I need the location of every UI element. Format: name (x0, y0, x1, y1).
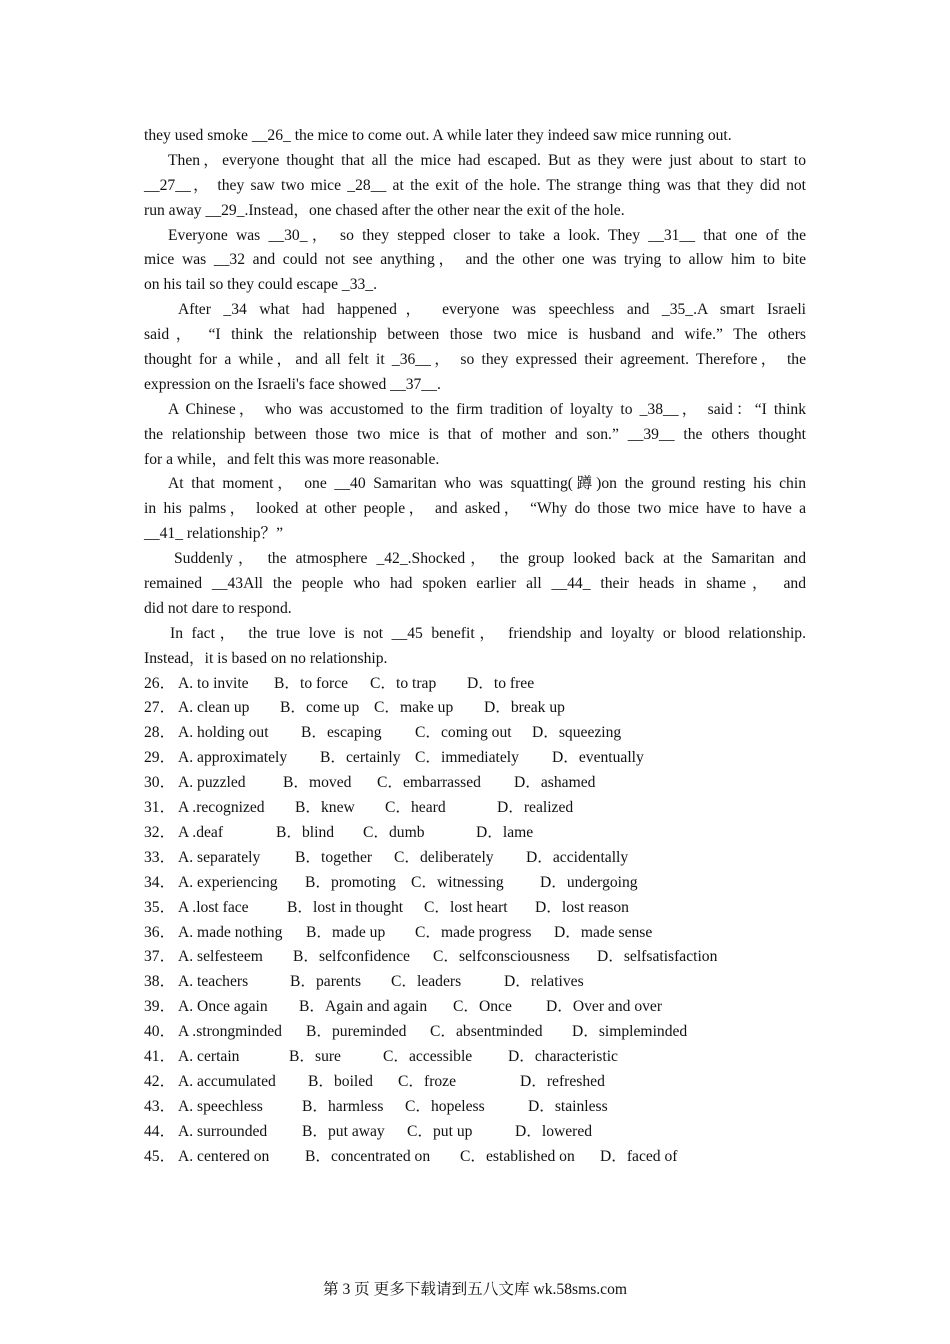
option-b: B．boiled (308, 1072, 373, 1090)
option-a: A. speechless (178, 1097, 263, 1115)
option-c: C．absentminded (430, 1023, 543, 1041)
option-a: A. holding out (178, 724, 269, 742)
option-c: C．coming out (415, 724, 512, 742)
option-a: A. centered on (178, 1147, 270, 1165)
question-number: 34． (144, 873, 176, 891)
option-d: D．undergoing (540, 873, 638, 891)
option-row (144, 721, 806, 746)
option-d: D．lowered (515, 1122, 593, 1140)
question-number: 43． (144, 1097, 176, 1115)
option-a: A. teachers (178, 973, 249, 991)
option-row (144, 896, 806, 921)
option-row (144, 871, 806, 896)
passage-line: Instead，it is based on no relationship. (144, 649, 388, 667)
passage-line: run away __29_.Instead，one chased after the other near the exit of the hole. (144, 201, 625, 219)
question-number: 36． (144, 923, 176, 941)
passage-line: A Chinese， who was accustomed to the firm tradition of loyalty to _38__， said：“I think (168, 400, 806, 418)
passage-line: they used smoke __26_ the mice to come out. A while later they indeed saw mice running out. (144, 127, 732, 144)
option-d: D．stainless (528, 1097, 608, 1115)
option-row (144, 696, 806, 721)
document-page (144, 124, 806, 1169)
page-footer: 第 3 页 更多下载请到五八文库 wk.58sms.com (322, 1281, 628, 1298)
option-c: C．accessible (383, 1047, 473, 1065)
option-a: A .lost face (178, 898, 249, 916)
passage-line: on his tail so they could escape _33_. (144, 276, 377, 294)
question-number: 40． (144, 1023, 176, 1041)
option-row (144, 746, 806, 771)
option-c: C．hopeless (405, 1097, 485, 1115)
passage-line: remained __43All the people who had spoken earlier all __44_ their heads in shame， and (144, 575, 806, 593)
question-number: 44． (144, 1122, 176, 1140)
option-a: A. to invite (178, 674, 249, 692)
option-a: A. surrounded (178, 1122, 268, 1140)
passage-line: thought for a while，and all felt it _36__， so they expressed their agreement. Therefore， the (144, 351, 806, 369)
passage-line: __27__， they saw two mice _28__ at the exit of the hole. The strange thing was that they did not (144, 176, 806, 194)
option-b: B．harmless (302, 1097, 384, 1115)
option-d: D．lame (476, 823, 534, 841)
option-c: C．put up (407, 1122, 473, 1140)
option-c: C．established on (460, 1147, 575, 1165)
question-number: 33． (144, 848, 176, 866)
option-c: C．make up (374, 699, 454, 717)
option-b: B．selfconfidence (293, 948, 410, 966)
option-b: B．Again and again (299, 998, 428, 1016)
option-d: D．simpleminded (572, 1023, 688, 1041)
option-d: D．to free (467, 674, 535, 692)
passage-line: __41_ relationship？” (144, 525, 284, 543)
option-d: D．lost reason (535, 898, 629, 916)
option-c: C．made progress (415, 923, 532, 941)
option-a: A. selfesteem (178, 948, 263, 966)
passage-line: in his palms， looked at other people， and asked， “Why do those two mice have to have a (144, 500, 806, 518)
question-number: 27． (144, 699, 176, 717)
option-c: C．deliberately (394, 848, 494, 866)
option-row (144, 995, 806, 1020)
option-d: D．relatives (504, 973, 584, 991)
option-c: C．lost heart (424, 898, 508, 916)
question-number: 41． (144, 1047, 176, 1065)
option-c: C．froze (398, 1072, 457, 1090)
option-c: C．immediately (415, 749, 519, 767)
option-c: C．selfconsciousness (433, 948, 570, 966)
passage-line: the relationship between those two mice is that of mother and son.” __39__ the others thought (144, 425, 806, 443)
option-a: A. made nothing (178, 923, 283, 941)
question-number: 38． (144, 973, 176, 991)
option-c: C．Once (453, 998, 512, 1016)
option-row (144, 846, 806, 871)
question-number: 31． (144, 799, 176, 817)
passage-line: Suddenly， the atmosphere _42_.Shocked， the group looked back at the Samaritan and (174, 550, 806, 568)
option-d: D．realized (497, 799, 574, 817)
question-number: 29． (144, 749, 176, 767)
passage-line: mice was __32 and could not see anything， and the other one was trying to allow him to bite (144, 251, 806, 269)
option-row (144, 672, 806, 697)
option-c: C．embarrassed (377, 774, 481, 792)
option-b: B．together (295, 848, 373, 866)
passage-line: for a while，and felt this was more reasonable. (144, 450, 440, 468)
option-row (144, 771, 806, 796)
passage-line: said， “I think the relationship between those two mice is husband and wife.” The others (144, 326, 806, 344)
option-row (144, 1020, 806, 1045)
option-a: A. separately (178, 848, 261, 866)
option-a: A .recognized (178, 799, 265, 817)
option-row (144, 1045, 806, 1070)
option-a: A .strongminded (178, 1023, 282, 1041)
option-d: D．made sense (554, 923, 653, 941)
passage-line: Then，everyone thought that all the mice had escaped. But as they were just about to start to (168, 151, 806, 169)
option-b: B．put away (302, 1122, 385, 1140)
passage-line: did not dare to respond. (144, 599, 292, 617)
option-b: B．knew (295, 799, 355, 817)
option-row (144, 945, 806, 970)
question-number: 35． (144, 898, 176, 916)
question-number: 30． (144, 774, 176, 792)
option-a: A. accumulated (178, 1072, 276, 1090)
option-b: B．parents (290, 973, 362, 991)
option-row (144, 1070, 806, 1095)
option-d: D．squeezing (532, 724, 622, 742)
option-d: D．faced of (600, 1147, 678, 1165)
option-c: C．leaders (391, 973, 462, 991)
option-row (144, 1145, 806, 1170)
option-b: B．blind (276, 823, 335, 841)
question-number: 28． (144, 724, 176, 742)
option-row (144, 796, 806, 821)
option-b: B．made up (306, 923, 386, 941)
passage-line: Everyone was __30_， so they stepped closer to take a look. They __31__ that one of the (168, 226, 806, 244)
question-number: 45． (144, 1147, 176, 1165)
question-number: 42． (144, 1072, 176, 1090)
option-d: D．eventually (552, 749, 644, 767)
option-row (144, 821, 806, 846)
option-a: A. experiencing (178, 873, 278, 891)
option-d: D．refreshed (520, 1072, 605, 1090)
option-a: A. certain (178, 1047, 240, 1065)
passage-line: At that moment， one __40 Samaritan who was squatting(蹲)on the ground resting his chin (168, 475, 806, 493)
option-d: D．ashamed (514, 774, 596, 792)
option-b: B．to force (274, 674, 349, 692)
option-c: C．heard (385, 799, 446, 817)
option-b: B．lost in thought (287, 898, 404, 916)
option-a: A. puzzled (178, 774, 246, 792)
option-b: B．escaping (301, 724, 382, 742)
option-b: B．promoting (305, 873, 396, 891)
question-number: 37． (144, 948, 176, 966)
option-b: B．pureminded (306, 1023, 407, 1041)
passage (144, 124, 806, 672)
option-c: C．witnessing (411, 873, 504, 891)
option-d: D．break up (484, 699, 565, 717)
question-number: 32． (144, 823, 176, 841)
option-c: C．dumb (363, 823, 425, 841)
option-row (144, 1120, 806, 1145)
question-number: 26． (144, 674, 176, 692)
question-number: 39． (144, 998, 176, 1016)
option-d: D．accidentally (526, 848, 629, 866)
passage-line: In fact， the true love is not __45 benefit， friendship and loyalty or blood relationship. (170, 624, 806, 642)
option-row (144, 921, 806, 946)
options-list (144, 672, 806, 1170)
passage-line: After _34 what had happened， everyone was speechless and _35_.A smart Israeli (178, 301, 806, 319)
option-b: B．certainly (320, 749, 401, 767)
option-a: A .deaf (178, 823, 224, 841)
option-a: A. approximately (178, 749, 288, 767)
option-b: B．moved (283, 774, 352, 792)
option-b: B．sure (289, 1047, 341, 1065)
option-row (144, 1095, 806, 1120)
option-d: D．Over and over (546, 998, 663, 1016)
option-c: C．to trap (370, 674, 437, 692)
option-a: A. clean up (178, 699, 250, 717)
option-a: A. Once again (178, 998, 268, 1016)
option-b: B．come up (280, 699, 360, 717)
option-d: D．characteristic (508, 1047, 618, 1065)
option-b: B．concentrated on (305, 1147, 431, 1165)
option-d: D．selfsatisfaction (597, 948, 718, 966)
passage-line: expression on the Israeli's face showed __37__. (144, 375, 441, 393)
option-row (144, 970, 806, 995)
